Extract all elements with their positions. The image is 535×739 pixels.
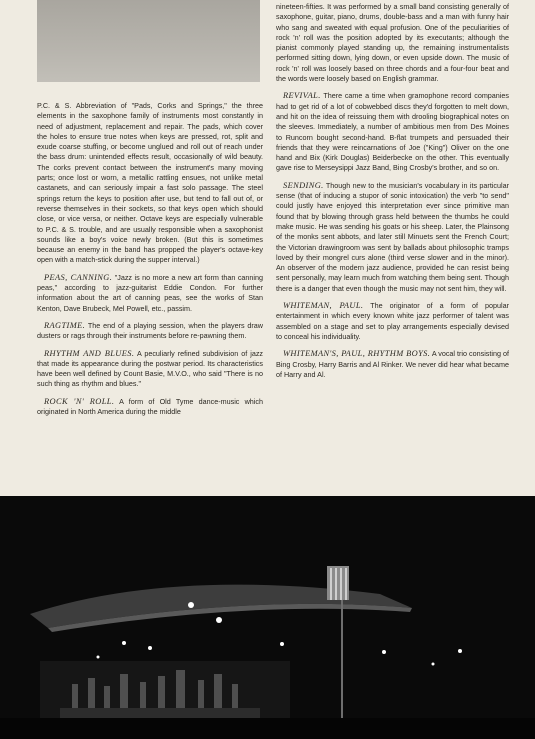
entry-revival [276,91,509,173]
right-column [276,2,509,387]
entry-term: PEAS, CANNING. [44,272,113,282]
entry-rock-n-roll [37,397,263,418]
entry-text: P.C. & S. Abbreviation of "Pads, Corks and Springs," the three elements in the saxophone family of instruments most constantly in need of adjustment, replacement and repair. The pads, which cover the holes to ensure true notes when keys are pressed, rot, split and exude coarse stuffing, or become unglued and roll out of reach under the bass drum: unintended effects result, occasionally of wild beauty. The corks prevent contact between the instrument's many moving parts; once lost or worn, a metallic rattling ensues, not unlike metal castanets, and can seriously impair a fast solo passage. The steel springs return the keys to position after use, but tend to fall out of, or reverse themselves in their sockets, so that keys open which should close, or vice versa, or neither. Octave keys are especially vulnerable to P.C. & S. trouble, and are usually responsible when a saxophonist sounds like a boy's voice newly broken. (But this is sometimes because an enemy in the band has propped the player's octave-key open with a match-stick during the supper interval.) [37,101,263,265]
entry-text: "Jazz is no more a new art form than canning peas," according to jazz-guitarist Eddie Condon. For further information about the art of canning peas, see the works of Stan Kenton, Dave Brubeck, Mel Powell, etc., passim. [37,272,263,313]
entry-term: ROCK 'N' ROLL. [44,396,115,406]
top-photograph [37,0,260,82]
entry-text: nineteen-fifties. It was performed by a small band consisting generally of saxophone, guitar, piano, drums, double-bass and a man with funny hair who sang and sweated with equal profusion. One of the peculiarities of rock 'n' roll was the position adopted by its executants; although the pianist commonly played standing up, the remaining instrumentalists performed sitting down, lying down, or even upside down. The music of rock 'n' roll was loosely based on three chords and a four-four beat and the words were loosely based on English grammar. [276,2,509,84]
entry-whitemans-rhythm-boys [276,349,509,380]
flag [327,566,349,600]
entry-text: The end of a playing session, when the players draw dusters or rags through their instruments before re-pawning them. [37,320,263,341]
entry-text: A peculiarly refined subdivision of jazz that made its appearance during the postwar period. Its characteristics have been well defined by Count Basie, M.V.O., who said "There is no such thing as rhythm and blues." [37,348,264,389]
entry-term: RAGTIME. [44,320,86,330]
entry-text: The originator of a form of popular entertainment in which every known white jazz performer of talent was assembled on a stage and set to play arrangements especially devised to conceal his individuality. [276,301,510,341]
entry-term: RHYTHM AND BLUES. [44,348,135,358]
left-column [37,101,263,424]
bandstand-night-photograph [0,496,535,739]
entry-term: WHITEMAN, PAUL. [283,301,364,311]
entry-rock-n-roll-continued [276,2,509,84]
entry-term: SENDING. [283,180,324,190]
entry-ragtime [37,321,263,342]
entry-text: Though new to the musician's vocabulary in its particular sense (that of inducing a stupor of sonic intoxication) the verb "to send" could justly have enjoyed this interpretation ever since primitive man found that by blowing through grass held between the thumbs he could make music. He was sending his goats or his sheep. Later, the Plainsong of the monks sent abbots, and later still Minuets sent the French Court; the Victorian drawingroom was sent by ballads about philosophic tramps loved by their mongrel curs alone (third verse slower and in the minor). An observer of the modern jazz audience, provided he can resist being sent personally, may learn much from watching them being sent. Though there is a danger that even though the music may not sent him, they will. [276,180,509,293]
entry-whiteman-paul [276,301,509,342]
entry-text: A vocal trio consisting of Bing Crosby, Harry Barris and Al Rinker. We never did hear what became of Harry and Al. [276,349,509,379]
entry-term: WHITEMAN'S, PAUL, RHYTHM BOYS. [283,349,431,359]
entry-rhythm-and-blues [37,349,263,390]
entry-sending [276,181,509,294]
entry-peas-canning [37,273,263,314]
entry-term: REVIVAL. [283,91,321,101]
entry-pcs [37,101,263,266]
entry-text: A form of Old Tyme dance-music which originated in North America during the middle [37,396,263,417]
entry-text: There came a time when gramophone record companies had to get rid of a lot of cobwebbed discs they'd forgotten to melt down, and hit on the idea of reissuing them with drooling biographical notes on the sleeves. Immediately, a number of ambitious men from Des Moines to Runcorn bought second-hand. B-flat trumpets and persuaded their friends that they were reincarnations of Joe ("King") Oliver on the one hand and Bix (Kirk Douglas) Beiderbecke on the other. This eventually gave rise to Merseysippi Jazz Band, Bing Crosby's brother, and so on. [276,91,509,173]
